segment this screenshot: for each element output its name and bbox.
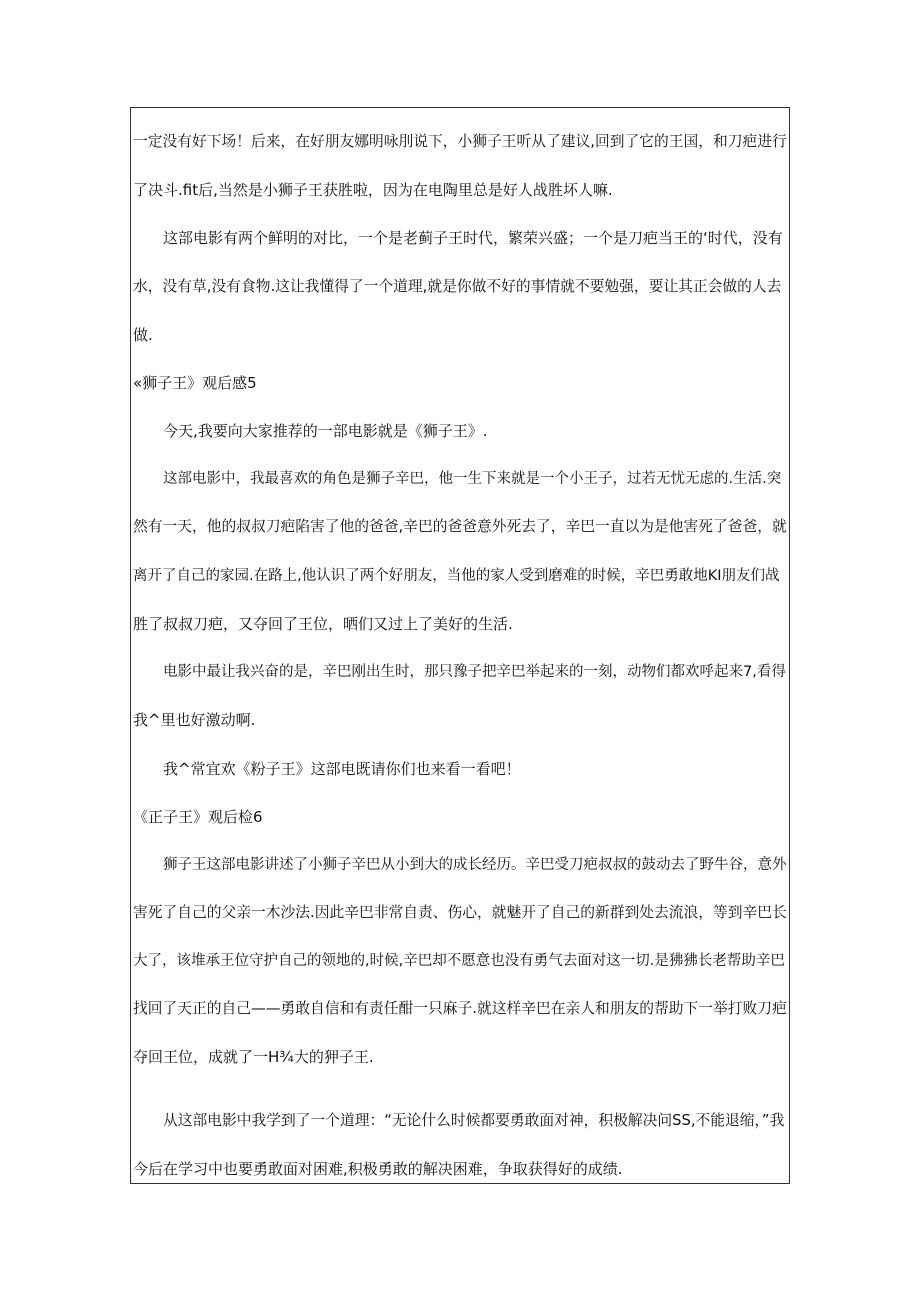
- text-line: 今天,我要向大家推荐的一部电影就是《狮子王》.: [163, 422, 488, 440]
- text-line: 从这部电影中我学到了一个道理：“无论什么时候都要勇敢面对神，积极解决问SS,不能退缩，”我: [163, 1112, 785, 1129]
- text-line: 一定没有好下场！后来，在好朋友娜明咏刖说下，小狮子王听从了建议,回到了它的王国，和刀疤进行: [133, 133, 787, 150]
- page-frame: [130, 107, 790, 1184]
- text-line: 做.: [133, 326, 153, 344]
- text-line: 今后在学习中也要勇敢面对困难,积极勇敢的解决困难，争取获得好的成绩.: [133, 1160, 623, 1178]
- text-line: 胜了叔叔刀疤，又夺回了王位，晒们又过上了美好的生活.: [133, 615, 513, 633]
- text-line: 然有一天，他的叔叔刀疤陷害了他的爸爸,辛巴的爸爸意外死去了，辛巴一直以为是他害死了爸爸，就: [133, 518, 787, 535]
- text-line: 夺回王位，成就了一H¾大的狎子王.: [133, 1048, 374, 1066]
- text-line: 这部电影中，我最喜欢的角色是狮子辛巴，他一生下来就是一个小王子，过若无忧无虑的.生活.突: [163, 471, 782, 487]
- text-line: 大了，该堆承王位守护自己的领地的,时候,辛巴却不愿意也没有勇气去面对这一切.是狒狒长老帮助辛巴: [133, 953, 785, 969]
- text-line: 水，没有草,没有食物.这让我懂得了一个道理,就是你做不好的事情就不要勉强，要让其正会做的人去: [133, 278, 782, 295]
- text-line: 电影中最让我兴奋的是，辛巴刚出生时，那只豫子把辛巴举起来的一刻，动物们都欢呼起来7,看得: [163, 664, 786, 680]
- text-line: 这部电影有两个鲜明的对比，一个是老蓟子王时代，繁荣兴盛；一个是刀疤当王的‘时代，没有: [163, 229, 783, 247]
- text-line: 害死了自己的父亲一木沙法.因此辛巴非常自责、伤心，就魅开了自己的新群到处去流浪，等到辛巴长: [133, 904, 787, 921]
- text-line: 找回了天正的自己——勇敢自信和有责任酣一只麻子.就这样辛巴在亲人和朋友的帮助下一举打败刀疤: [133, 1000, 787, 1017]
- text-line: 我^里也好激动啊.: [133, 711, 256, 729]
- section-heading: «狮子王》观后感5: [133, 374, 257, 392]
- text-line: 离开了自己的家园.在路上,他认识了两个好朋友，当他的家人受到磨难的时候，辛巴勇敢地KI朋友们战: [133, 568, 780, 584]
- text-line: 狮子王这部电影讲述了小狮子辛巴从小到大的成长经历。辛巴受刀疤叔叔的鼓动去了野牛谷，意外: [163, 857, 787, 873]
- section-heading: 《正子王》观后检6: [133, 808, 263, 826]
- text-line: 我^常宜欢《粉子王》这部电既请你们也来看一看吧！: [163, 760, 521, 778]
- text-line: 了决斗.fit后,当然是小狮子王获胜啦，因为在电陶里总是好人战胜坏人嘛.: [133, 181, 613, 199]
